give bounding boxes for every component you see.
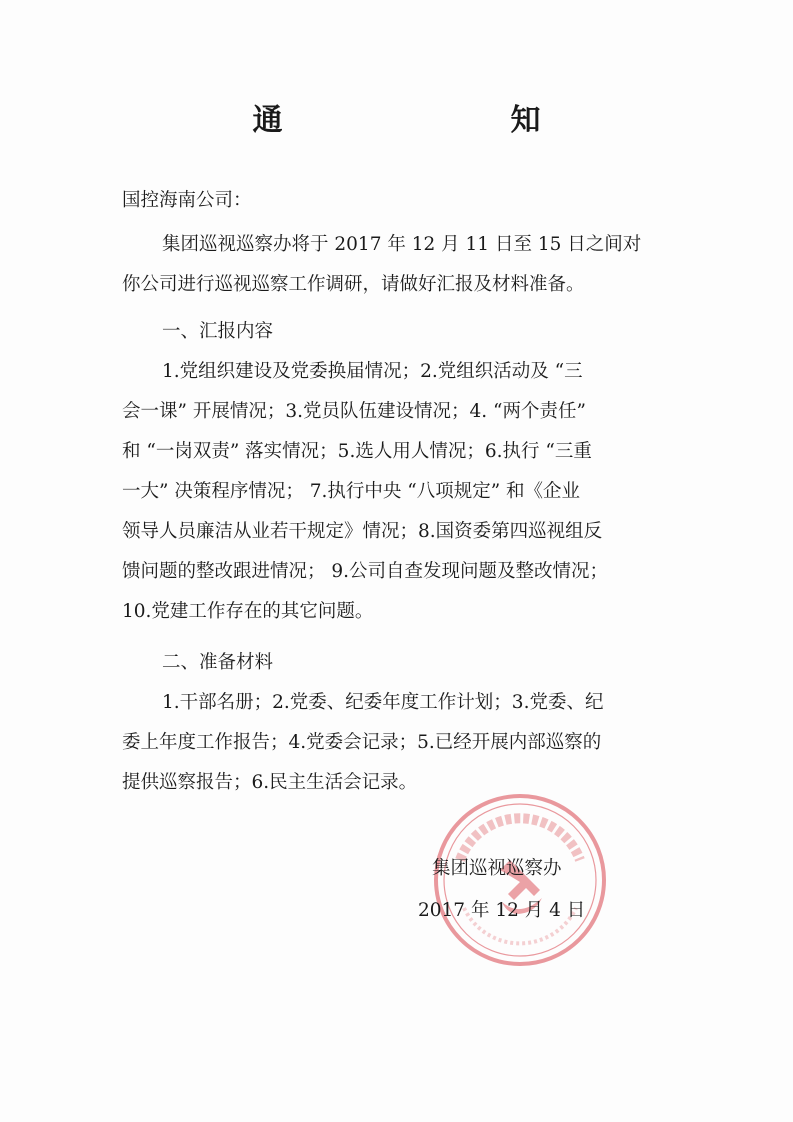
salutation: 国控海南公司： bbox=[122, 190, 252, 211]
section-heading: 一、汇报内容 bbox=[162, 321, 274, 342]
section-heading: 二、准备材料 bbox=[162, 652, 274, 673]
section-line: 领导人员廉洁从业若干规定》情况；8.国资委第四巡视组反 bbox=[122, 521, 603, 542]
signature-block bbox=[398, 848, 618, 932]
signature-date: 2017 年 12 月 4 日 bbox=[418, 900, 586, 921]
section-line: 1.干部名册；2.党委、纪委年度工作计划；3.党委、纪 bbox=[162, 692, 604, 713]
section-line: 委上年度工作报告；4.党委会记录；5.已经开展内部巡察的 bbox=[122, 732, 602, 753]
section-line: 10.党建工作存在的其它问题。 bbox=[122, 601, 374, 622]
section-line: 会一课” 开展情况；3.党员队伍建设情况；4. “两个责任” bbox=[122, 401, 586, 422]
section-body bbox=[122, 352, 682, 632]
section-line: 1.党组织建设及党委换届情况；2.党组织活动及 “三 bbox=[162, 361, 583, 382]
intro-paragraph bbox=[122, 225, 682, 305]
signature-org: 集团巡视巡察办 bbox=[432, 858, 562, 879]
section-body bbox=[122, 683, 682, 803]
section-line: 提供巡察报告；6.民主生活会记录。 bbox=[122, 772, 418, 793]
intro-line: 集团巡视巡察办将于 2017 年 12 月 11 日至 15 日之间对 bbox=[162, 234, 642, 255]
intro-line: 你公司进行巡视巡察工作调研，请做好汇报及材料准备。 bbox=[122, 274, 585, 295]
section-line: 一大” 决策程序情况； 7.执行中央 “八项规定” 和《企业 bbox=[122, 481, 581, 502]
section-line: 和 “一岗双责” 落实情况；5.选人用人情况；6.执行 “三重 bbox=[122, 441, 592, 462]
section-line: 馈问题的整改跟进情况； 9.公司自查发现问题及整改情况； bbox=[122, 561, 609, 582]
page-title: 通 知 bbox=[252, 103, 597, 138]
